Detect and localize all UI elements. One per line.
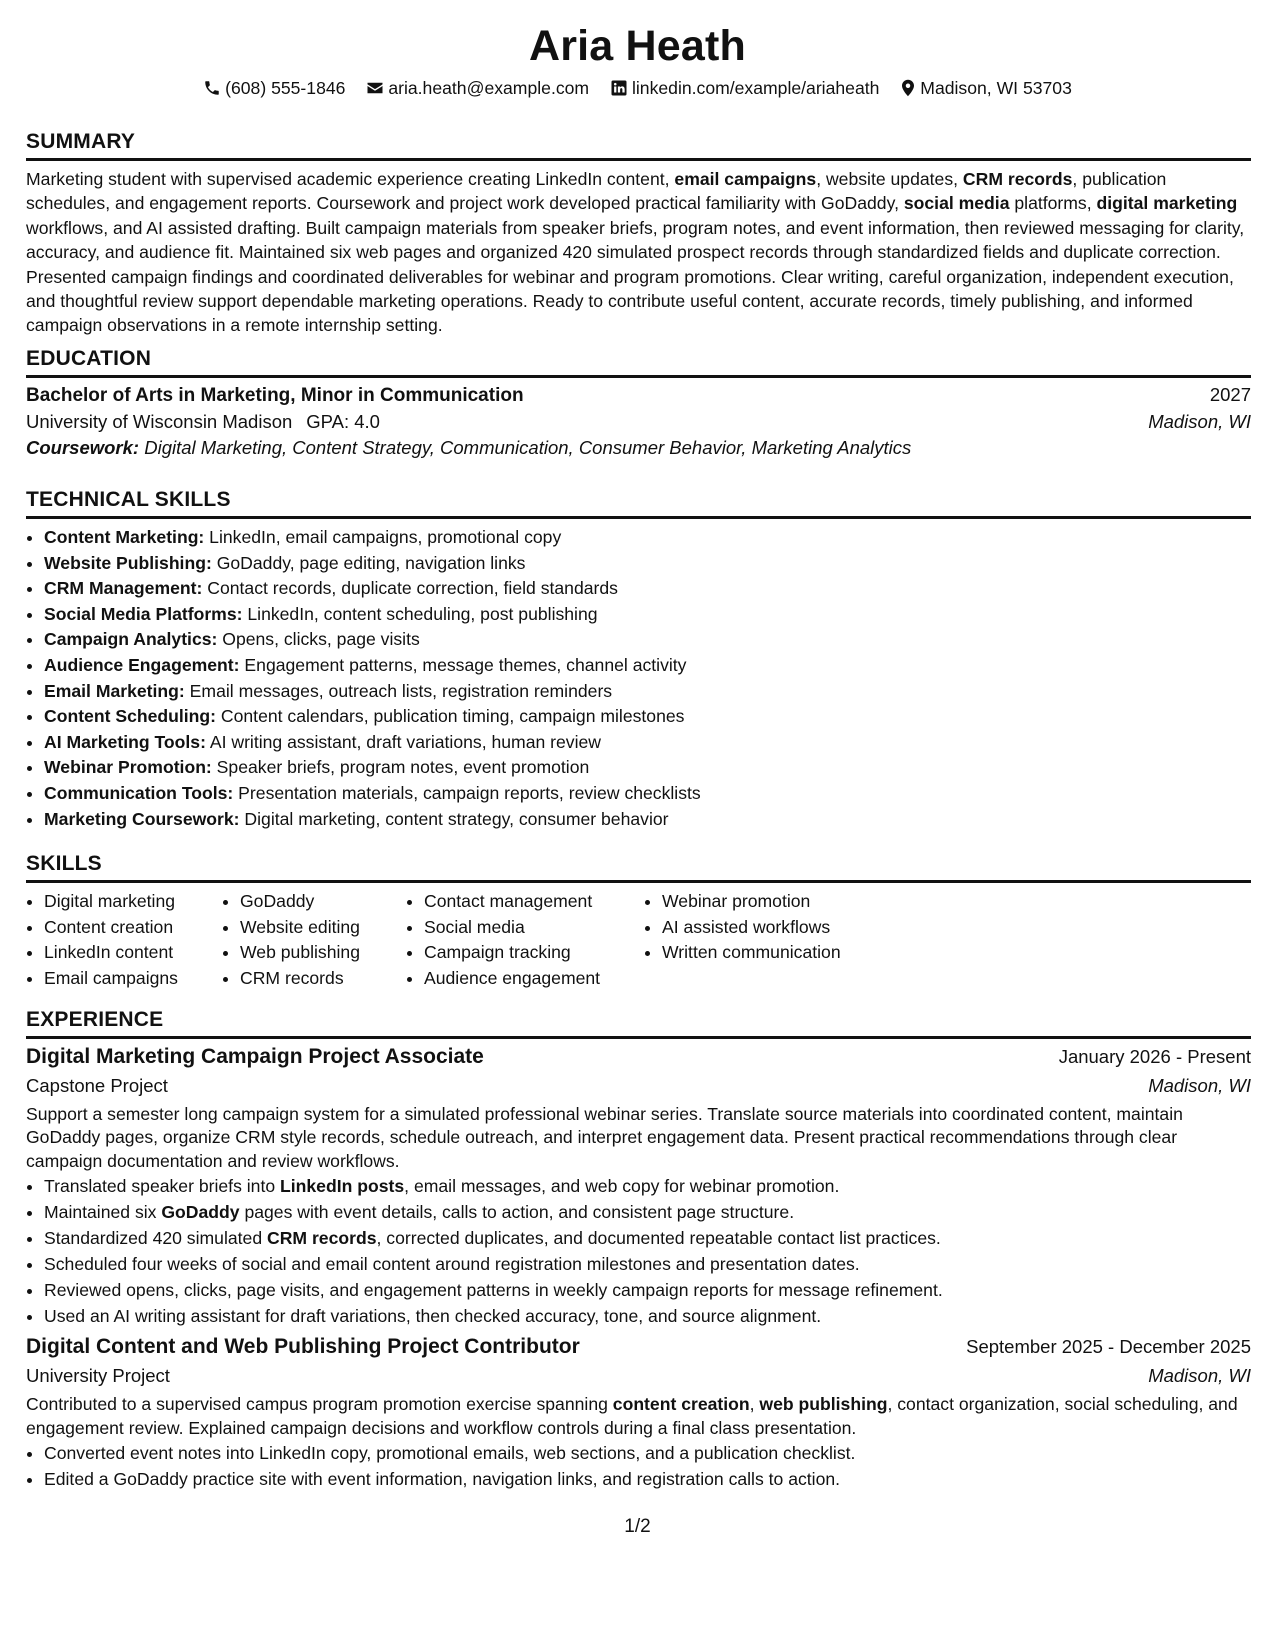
linkedin-text: linkedin.com/example/ariaheath: [631, 78, 880, 98]
contact-bar: [0, 78, 1275, 99]
skills-column: [26, 889, 214, 991]
technical-skill-item: • Content Scheduling: Content calendars, publication timing, campaign milestones: [44, 704, 1251, 730]
job-date: September 2025 - December 2025: [966, 1336, 1251, 1358]
skills-column: [406, 889, 628, 991]
contact-phone[interactable]: [203, 78, 345, 99]
job-date: January 2026 - Present: [1058, 1046, 1251, 1067]
job-bullets: [26, 1440, 1251, 1492]
contact-email[interactable]: [366, 78, 589, 99]
skill-item: • Website editing: [240, 915, 386, 941]
job-description: Contributed to a supervised campus program promotion exercise spanning content creation, web publishing, contact organization, social scheduling, and engagement review. Explained campaign decisions and workflow controls during a final class presentation.: [26, 1394, 1238, 1438]
skill-item: • Written communication: [662, 940, 902, 966]
graduation-year: 2027: [1209, 384, 1251, 405]
technical-skill-item: • Marketing Coursework: Digital marketing, content strategy, consumer behavior: [44, 807, 1251, 833]
summary-section: [26, 130, 1251, 338]
job-bullet: • Standardized 420 simulated CRM records, corrected duplicates, and documented repeatable contact list practices.: [44, 1225, 1251, 1251]
technical-skill-item: • Audience Engagement: Engagement patterns, message themes, channel activity: [44, 653, 1251, 679]
skill-item: • Audience engagement: [424, 966, 628, 992]
job-bullet: • Edited a GoDaddy practice site with event information, navigation links, and registration calls to action.: [44, 1466, 1251, 1492]
job-description: Support a semester long campaign system for a simulated professional webinar series. Translate source materials into coordinated content, maintain GoDaddy pages, organize CRM style records, schedule outreach, and interpret engagement data. Present practical recommendations through clear campaign documentation and review workflows.: [26, 1104, 1183, 1171]
technical-skills-section: [26, 488, 1251, 832]
email-text: aria.heath@example.com: [388, 78, 590, 98]
contact-location: [900, 78, 1072, 99]
linkedin-icon: [610, 79, 628, 97]
candidate-name: Aria Heath: [528, 22, 747, 70]
education-section: [26, 347, 1251, 459]
job-entry: [26, 1045, 1251, 1329]
section-title-skills: SKILLS: [26, 852, 1251, 883]
skill-item: • Digital marketing: [44, 889, 214, 915]
skill-item: • LinkedIn content: [44, 940, 214, 966]
skill-item: • Web publishing: [240, 940, 386, 966]
technical-skill-item: • Website Publishing: GoDaddy, page editing, navigation links: [44, 551, 1251, 577]
skills-column: [222, 889, 386, 991]
skill-item: • CRM records: [240, 966, 386, 992]
school-name: University of Wisconsin Madison: [26, 411, 293, 432]
skill-item: • Email campaigns: [44, 966, 214, 992]
job-bullet: • Scheduled four weeks of social and email content around registration milestones and presentation dates.: [44, 1251, 1251, 1277]
job-organization: Capstone Project: [26, 1075, 168, 1096]
gpa: GPA: 4.0: [306, 411, 380, 432]
job-bullets: [26, 1173, 1251, 1329]
section-title-summary: SUMMARY: [26, 130, 1251, 161]
section-title-education: EDUCATION: [26, 347, 1251, 378]
technical-skill-item: • Email Marketing: Email messages, outreach lists, registration reminders: [44, 679, 1251, 705]
job-location: Madison, WI: [1148, 1365, 1251, 1387]
technical-skill-item: • Webinar Promotion: Speaker briefs, program notes, event promotion: [44, 755, 1251, 781]
skill-item: • Webinar promotion: [662, 889, 902, 915]
section-title-experience: EXPERIENCE: [26, 1008, 1251, 1039]
page-number: 1/2: [624, 1516, 651, 1537]
job-bullet: • Maintained six GoDaddy pages with event details, calls to action, and consistent page structure.: [44, 1199, 1251, 1225]
technical-skill-item: • Campaign Analytics: Opens, clicks, page visits: [44, 627, 1251, 653]
summary-text: Marketing student with supervised academic experience creating LinkedIn content, email campaigns, website updates, CRM records, publication schedules, and engagement reports. Coursework and project work developed practical familiarity with GoDaddy, social media platforms, digital marketing workflows, and AI assisted drafting. Built campaign materials from speaker briefs, program notes, and event information, then reviewed messaging for clarity, accuracy, and audience fit. Maintained six web pages and organized 420 simulated prospect records through standardized fields and duplicate correction. Presented campaign findings and coordinated deliverables for webinar and program promotions. Clear writing, careful organization, independent execution, and thoughtful review support dependable marketing operations. Ready to contribute useful content, accurate records, timely publishing, and informed campaign observations in a remote internship setting.: [26, 169, 1245, 336]
job-bullet: • Reviewed opens, clicks, page visits, and engagement patterns in weekly campaign reports for message refinement.: [44, 1277, 1251, 1303]
location-text: Madison, WI 53703: [920, 78, 1072, 98]
skill-item: • Social media: [424, 915, 628, 941]
technical-skill-item: • CRM Management: Contact records, duplicate correction, field standards: [44, 576, 1251, 602]
skill-item: • Campaign tracking: [424, 940, 628, 966]
map-marker-icon: [900, 79, 916, 97]
skill-item: • Contact management: [424, 889, 628, 915]
school-line: [26, 411, 380, 433]
job-bullet: • Converted event notes into LinkedIn copy, promotional emails, web sections, and a publication checklist.: [44, 1440, 1251, 1466]
technical-skill-item: • AI Marketing Tools: AI writing assistant, draft variations, human review: [44, 730, 1251, 756]
coursework: Coursework: Digital Marketing, Content Strategy, Communication, Consumer Behavior, Marketing Analytics: [26, 437, 912, 458]
job-entry: [26, 1335, 1251, 1492]
job-location: Madison, WI: [1148, 1075, 1251, 1096]
job-title: Digital Marketing Campaign Project Associate: [26, 1045, 484, 1068]
job-title: Digital Content and Web Publishing Project Contributor: [26, 1335, 580, 1359]
skills-section: [26, 852, 1251, 991]
phone-text: (608) 555-1846: [225, 78, 346, 98]
envelope-icon: [366, 79, 384, 97]
section-title-technical-skills: TECHNICAL SKILLS: [26, 488, 1251, 519]
skills-column: [644, 889, 902, 991]
job-bullet: • Translated speaker briefs into LinkedIn posts, email messages, and web copy for webinar promotion.: [44, 1173, 1251, 1199]
technical-skill-item: • Content Marketing: LinkedIn, email campaigns, promotional copy: [44, 525, 1251, 551]
phone-icon: [203, 79, 221, 97]
skills-columns: [26, 889, 1251, 991]
skill-item: • AI assisted workflows: [662, 915, 902, 941]
contact-linkedin[interactable]: [610, 78, 879, 99]
technical-skill-item: • Social Media Platforms: LinkedIn, content scheduling, post publishing: [44, 602, 1251, 628]
degree: Bachelor of Arts in Marketing, Minor in Communication: [26, 385, 524, 406]
skill-item: • GoDaddy: [240, 889, 386, 915]
school-location: Madison, WI: [1148, 411, 1251, 432]
technical-skills-list: [26, 525, 1251, 832]
job-bullet: • Used an AI writing assistant for draft variations, then checked accuracy, tone, and source alignment.: [44, 1303, 1251, 1329]
technical-skill-item: • Communication Tools: Presentation materials, campaign reports, review checklists: [44, 781, 1251, 807]
job-organization: University Project: [26, 1365, 170, 1387]
experience-section: [26, 1008, 1251, 1492]
skill-item: • Content creation: [44, 915, 214, 941]
